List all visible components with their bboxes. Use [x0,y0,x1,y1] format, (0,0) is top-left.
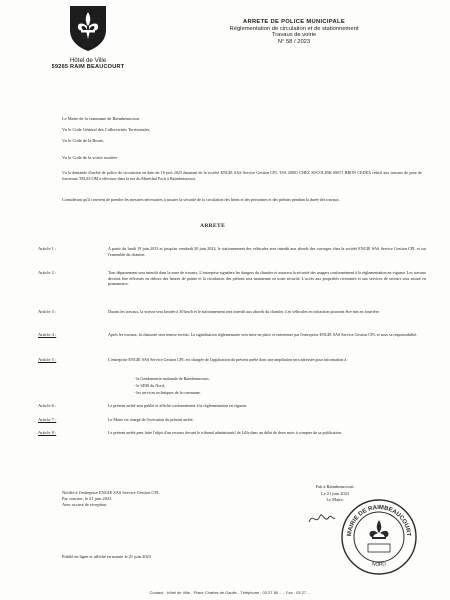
signature-place: Fait à Raimbeaucourt, [315,484,355,489]
visa-line: Vu le Code de la voirie routière [62,155,118,160]
page-footer: Contact : Hôtel de Ville - Place Charles de Gaulle - Téléphone : 03 27 80 ... - Fax : 03 27 ... [149,590,311,595]
notify-line: Avec accusé de réception [62,502,107,508]
document-subtitle-2: Travaux de voirie [271,32,317,39]
article-label: Article 3 : [38,309,57,314]
considering-paragraph: Considérant qu'il convient de prendre les mesures nécessaires à assurer la sécurité de la circulation des biens et des personnes et des piétons pendant la durée des travaux. [62,197,340,202]
stamp-bottom-text: NORD [371,561,387,569]
article-text: L'entreprise ENGIE SAS Service Gestion CPL est chargée de l'application du présent arrêté dont une ampliation sera adressée pour information à : [108,357,349,362]
article-label: Article 4 : [38,332,57,337]
article-label: Article 6 : [38,403,57,408]
town-postal: 59265 RAIM BEAUCOURT [51,64,125,70]
recipient-item: - la Gendarmerie nationale de Raimbeaucourt, [134,376,210,381]
article-label: Article 1 : [38,246,57,251]
coat-of-arms-logo [68,4,108,52]
visa-line: Vu le Code Général des Collectivités Territoriales, [62,127,151,132]
visa-line: Vu le Code de la Route, [62,138,104,143]
handwritten-signature [307,508,337,528]
article-label: Article 8 : [38,430,57,435]
article-label: Article 7 : [38,417,57,422]
svg-text:NORD [371,561,387,568]
document-title: ARRETE DE POLICE MUNICIPALE [242,19,346,25]
considering-paragraph: Vu la demande d'arrêté de police de circulation en date du 16 juin 2023 émanant de la société ENGIE SAS Service Gestion CPL TSA 20001 CHEZ SOCOLINK 69671 BRON CEDEX relatif aux travaux de pose de fourreaux TELECOM à effectuer dans la rue du Maréchal Foch à Raimbeaucourt. [62,170,422,181]
town-name [50,57,126,71]
recipient-item: - les services techniques de la commune. [134,390,201,395]
article-label: Article 5 : [38,357,57,362]
official-stamp [340,498,418,576]
town-label: Hôtel de Ville [69,57,107,64]
stamp-top-text: MAIRIE DE RAIMBEAUCOURT [346,504,412,537]
article-text: Après les travaux, la chaussée sera remise en état. La signalisation réglementaire sera mise en place et entretenue par l'entreprise ENGIE SAS Service Gestion CPL et sous sa responsabilité. [108,332,418,337]
document-header [214,19,374,45]
signature-role: Le Maire, [326,497,344,503]
article-text: Durant les travaux, la vitesse sera limitée à 30 km/h et le stationnement sera interdit aux abords du chantier. Les véhicules en infraction pourront être mis en fourrière. [108,309,380,314]
publication-note: Publié en ligne et affiché en mairie le 21 juin 2023 [62,554,151,559]
notification-block [62,490,160,509]
visa-line: Le Maire de la commune de Raimbeaucourt [62,116,140,121]
article-text: A partir du lundi 19 juin 2023 et jusqu'au vendredi 30 juin 2023, le stationnement des véhicules sera interdit aux abords des ouvrages chez la société ENGIE SAS Service Gestion CPL et sur l'ensemble du chantier. [108,246,426,257]
notify-line: Par courrier, le 21 juin 2023 [62,496,112,502]
article-text: Le présent arrêté sera publié et affiché conformément à la réglementation en vigueur. [108,403,248,408]
signature-date: Le 21 juin 2023 [321,490,349,496]
recipient-item: - le SDIS du Nord, [134,383,165,388]
article-text: Le Maire est chargé de l'exécution du présent arrêté. [108,417,194,422]
document-ref: N° 58 / 2023 [277,38,311,45]
article-text: Le présent arrêté peut faire l'objet d'un recours devant le tribunal administratif de Lille dans un délai de deux mois à compter de sa publication. [108,430,342,435]
notify-line: Notifié à l'entreprise ENGIE SAS Service Gestion CPL [62,490,160,495]
arrete-heading: ARRETE [200,223,226,229]
article-text: Tout dépassement sera interdit dans la zone de travaux. L'entreprise signalera les dangers du chantier et assurera la sécurité des usagers conformément à la réglementation en vigueur. Les travaux devront être effectués en dehors des heures de pointe et la circulation des piétons sera maintenue en toute sécurité. L'accès aux propriétés riveraines et aux services de secours sera assuré en permanence. [108,270,426,287]
article-label: Article 2 : [38,270,57,275]
document-subtitle-1: Réglementation de circulation et de stationnement [229,25,359,32]
